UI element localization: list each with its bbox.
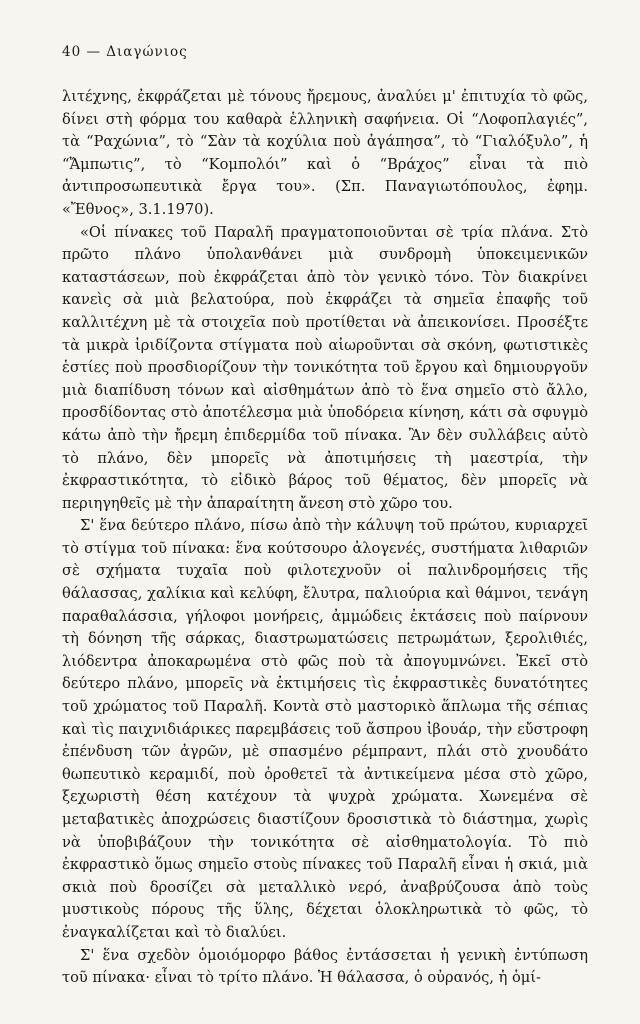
running-head: 40 — Διαγώνιος bbox=[62, 44, 188, 60]
body-text bbox=[62, 86, 588, 990]
paragraph-continued: λιτέχνης, ἐκφράζεται μὲ τόνους ἤρεμους, ἀναλύει μ' ἐπιτυχία τὸ φῶς, δίνει στὴ φόρμα του καθαρὰ ἑλληνικὴ σαφήνεια. Οἱ “Λοφοπλαγιές”, τὰ “Ραχώνια”, τὸ “Σὰν τὰ κοχύλια ποὺ ἀγάπησα”, τὸ “Γιαλόξυλο”, ἡ “Ἄμπωτις”, τὸ “Κομπολόι” καὶ ὁ “Βράχος” εἶναι τὰ πιὸ ἀντιπροσωπευτικὰ ἔργα του». (Σπ. Παναγιωτόπουλος, ἐφημ. «Ἔθνος», 3.1.1970). bbox=[62, 88, 588, 218]
paragraph-first-plane: «Οἱ πίνακες τοῦ Παραλῆ πραγματοποιοῦνται σὲ τρία πλάνα. Στὸ πρῶτο πλάνο ὑπολανθάνει μιὰ συνδρομὴ ὑποκειμενικῶν καταστάσεων, ποὺ ἐκφράζεται ἀπὸ τὸν γενικὸ τόνο. Τὸν διακρίνει κανεὶς σὰ μιὰ βελατούρα, ποὺ ἐκφράζει τὰ σημεῖα ἐπαφῆς τοῦ καλλιτέχνη μὲ τὰ στοιχεῖα ποὺ προτίθεται νὰ ἀπεικονίσει. Προσέξτε τὰ μικρὰ ἰριδίζοντα στίγματα ποὺ αἰωροῦνται σὰ σκόνη, φωτιστικὲς ἑστίες ποὺ προσδιορίζουν τὴν τονικότητα τοῦ ἔργου καὶ δημιουργοῦν μιὰ διαπίδυση τόνων καὶ αἰσθημάτων ἀπὸ τὸ ἕνα σημεῖο στὸ ἄλλο, προσδίδοντας στὸ ἀποτέλεσμα μιὰ ὑποδόρεια κίνηση, κάτι σὰ σφυγμὸ κάτω ἀπὸ τὴν ἤρεμη ἐπιδερμίδα τοῦ πίνακα. Ἂν δὲν συλλάβεις αὐτὸ τὸ πλάνο, δὲν μπορεῖς νὰ ἀποτιμήσεις τὴ μαεστρία, τὴν ἐκφραστικότητα, τὸ εἰδικὸ βάρος τοῦ θέματος, δὲν μπορεῖς νὰ περιηγηθεῖς μὲ τὴν ἀπαραίτητη ἄνεση στὸ χῶρο του. bbox=[62, 223, 588, 512]
paragraph-second-plane: Σ' ἕνα δεύτερο πλάνο, πίσω ἀπὸ τὴν κάλυψη τοῦ πρώτου, κυριαρχεῖ τὸ στίγμα τοῦ πίνακα: ἕνα κούτσουρο ἀλογενές, συστήματα λιθαριῶν σὲ σχήματα τυχαῖα ποὺ φιλοτεχνοῦν οἱ παλινδρομήσεις τῆς θάλασσας, χαλίκια καὶ κελύφη, ἔλυτρα, παλιούρια καὶ θάμνοι, τενάγη παραθαλάσσια, γήλοφοι μονήρεις, ἀμμώδεις ἐκτάσεις ποὺ παίρνουν τὴ δόνηση τῆς σάρκας, διαστρωματώσεις πετρωμάτων, ξερολιθιές, λιόδεντρα ἀποκαρωμένα στὸ φῶς ποὺ τὰ ἀπογυμνώνει. Ἐκεῖ στὸ δεύτερο πλάνο, μπορεῖς νὰ ἐκτιμήσεις τὶς ἐκφραστικὲς δυνατότητες τοῦ χρώματος τοῦ Παραλῆ. Κοντὰ στὸ μαστορικὸ ἅπλωμα τῆς σέπιας καὶ τὶς παιχνιδιάρικες παρεμβάσεις τοῦ ἄσπρου ἰβουάρ, τὴν εὔστροφη ἐπένδυση τῶν ἀγρῶν, μὲ σπασμένο ρέμπραντ, πλάι στὸ χνουδάτο θωπευτικὸ κεραμιδί, ποὺ ὁροθετεῖ τὰ ἀντικείμενα μέσα στὸ χῶρο, ξεχωριστὴ θέση κατέχουν τὰ ψυχρὰ χρώματα. Χωνεμένα σὲ μεταβατικὲς ἀποχρώσεις διαστίζουν δροσιστικὰ τὸ διάστημα, χωρὶς νὰ ὑποβιβάζουν τὴν τονικότητα σὲ αἰσθηματολογία. Τὸ πιὸ ἐκφραστικὸ ὅμως σημεῖο στοὺς πίνακες τοῦ Παραλῆ εἶναι ἡ σκιά, μιὰ σκιὰ ποὺ δροσίζει σὰ μεταλλικὸ νερό, ἀναβρύζουσα ἀπὸ τοὺς μυστικοὺς πόρους τῆς ὕλης, δέχεται ὁλοκληρωτικὰ τὸ φῶς, τὸ ἐναγκαλίζεται καὶ τὸ διαλύει. bbox=[62, 517, 588, 941]
paragraph-third-plane: Σ' ἕνα σχεδὸν ὁμοιόμορφο βάθος ἐντάσσεται ἡ γενικὴ ἐντύπωση τοῦ πίνακα· εἶναι τὸ τρίτο πλάνο. Ἡ θάλασσα, ὁ οὐρανός, ἡ ὁμί- bbox=[62, 946, 588, 987]
